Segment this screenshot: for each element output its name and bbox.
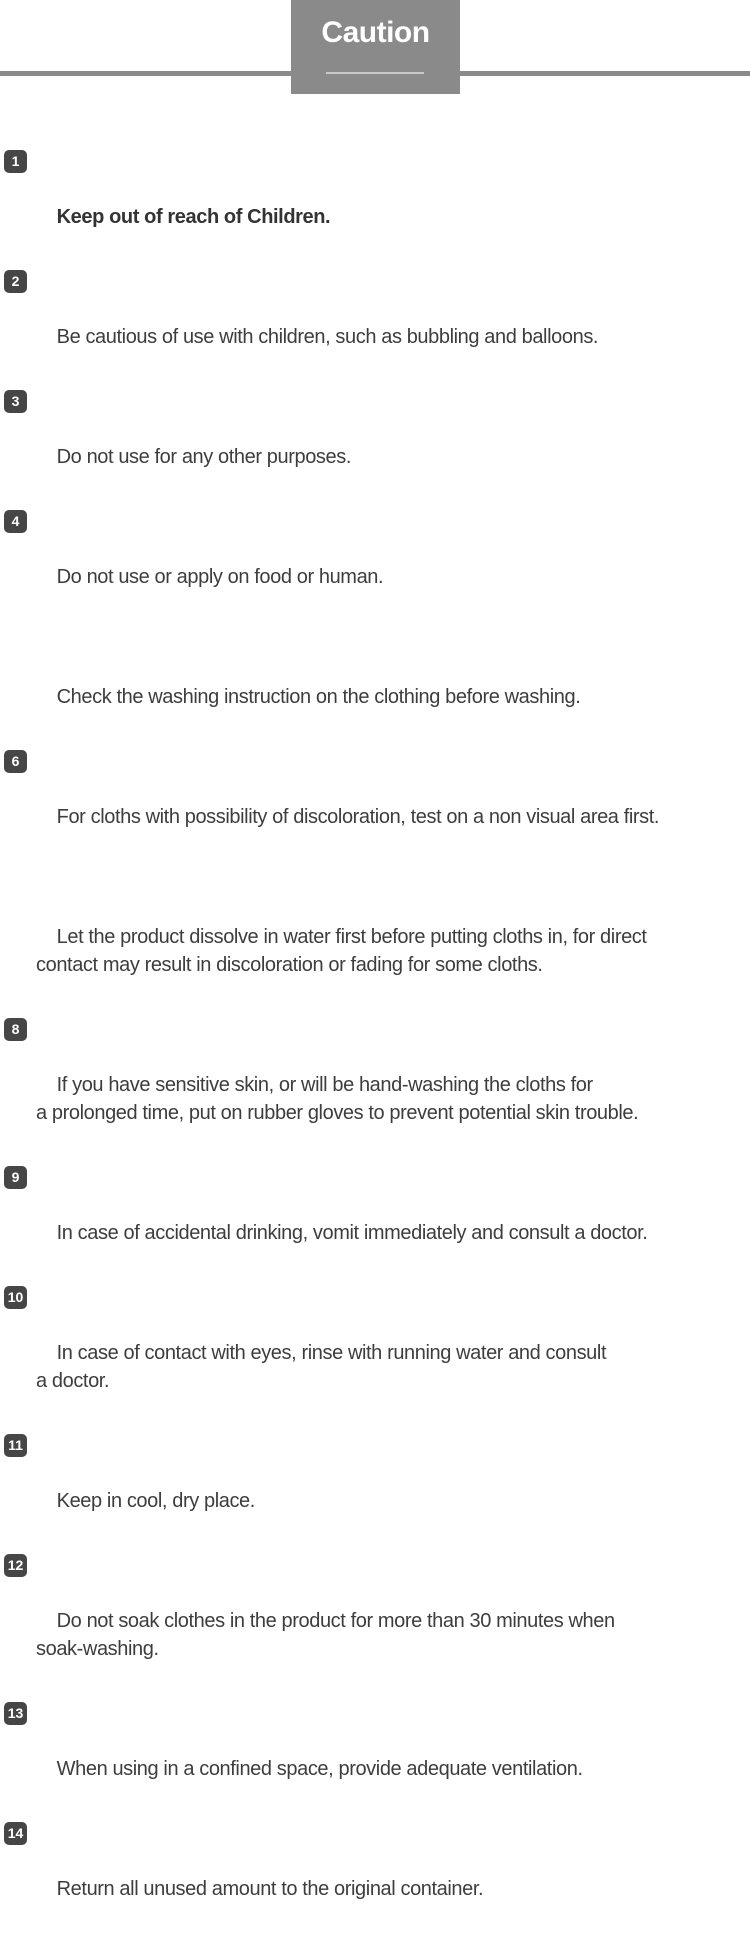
item-number-badge: 8 [4, 1018, 27, 1041]
item-text: Do not use for any other purposes. [56, 446, 351, 468]
item-number-badge: 10 [4, 1286, 27, 1309]
item-text: When using in a confined space, provide adequate ventilation. [56, 1758, 583, 1780]
title-underline [326, 72, 424, 74]
caution-list-item [0, 1431, 750, 1543]
caution-header [291, 0, 460, 94]
item-number-badge: 2 [4, 270, 27, 293]
caution-list-item [0, 267, 750, 379]
caution-list-item [0, 147, 750, 259]
item-number-badge: 3 [4, 390, 27, 413]
item-text: Let the product dissolve in water first before putting cloths in, for direct contact may result in discoloration or fading for some cloths. [36, 926, 647, 976]
item-text: Be cautious of use with children, such as bubbling and balloons. [56, 326, 599, 348]
item-number-badge: 9 [4, 1166, 27, 1189]
caution-list-item [0, 1015, 750, 1155]
item-number-badge: 6 [4, 750, 27, 773]
item-number-badge: 14 [4, 1822, 27, 1845]
caution-list-item [0, 747, 750, 859]
item-text: For cloths with possibility of discoloration, test on a non visual area first. [56, 806, 660, 828]
caution-list-item [0, 387, 750, 499]
caution-list-item [0, 1699, 750, 1811]
item-text: In case of accidental drinking, vomit immediately and consult a doctor. [56, 1222, 648, 1244]
caution-list-item [0, 1163, 750, 1275]
caution-list [0, 147, 750, 1939]
caution-list-item [0, 867, 750, 1007]
item-number-badge: 11 [4, 1434, 27, 1457]
item-text: Keep out of reach of Children. [56, 206, 331, 228]
item-text: In case of contact with eyes, rinse with running water and consult a doctor. [36, 1342, 607, 1392]
caution-list-item [0, 1283, 750, 1423]
item-text: Do not soak clothes in the product for more than 30 minutes when soak-washing. [36, 1610, 615, 1660]
caution-list-item [0, 1819, 750, 1931]
item-text: Do not use or apply on food or human. [56, 566, 384, 588]
item-text: Keep in cool, dry place. [56, 1490, 255, 1512]
item-text: Check the washing instruction on the clothing before washing. [56, 686, 581, 708]
item-number-badge: 1 [4, 150, 27, 173]
item-text: Return all unused amount to the original container. [56, 1878, 484, 1900]
item-number-badge: 4 [4, 510, 27, 533]
item-number-badge: 12 [4, 1554, 27, 1577]
caution-list-item [0, 627, 750, 739]
item-number-badge: 13 [4, 1702, 27, 1725]
item-text: If you have sensitive skin, or will be hand-washing the cloths for a prolonged time, put on rubber gloves to prevent potential skin trouble. [36, 1074, 639, 1124]
page-title: Caution [321, 16, 430, 49]
caution-list-item [0, 1551, 750, 1691]
caution-list-item [0, 507, 750, 619]
